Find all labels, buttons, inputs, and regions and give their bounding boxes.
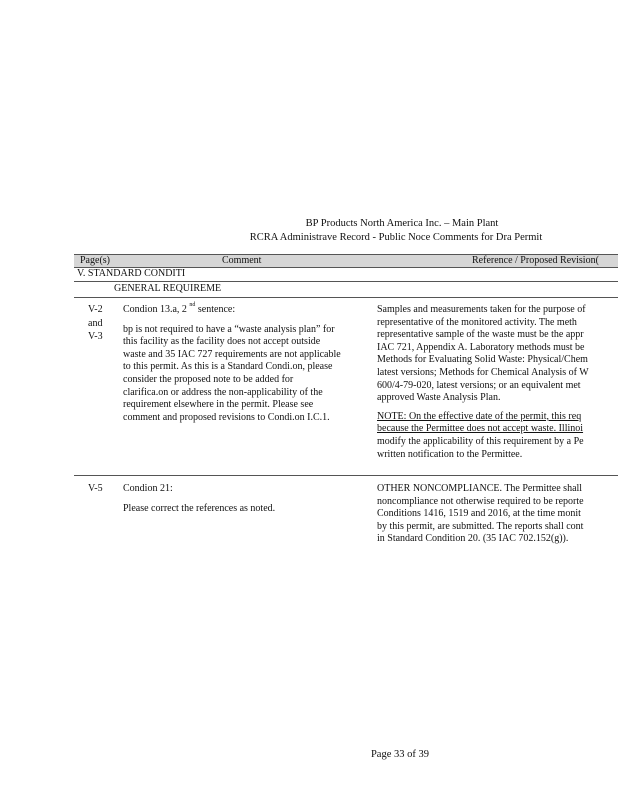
comment-line: requirement elsewhere in the permit. Please see — [123, 399, 314, 411]
row1-reference — [377, 304, 618, 461]
row1-comment — [123, 304, 373, 424]
reference-line: Methods for Evaluating Solid Waste: Physical/Chem — [377, 354, 588, 366]
reference-line: Samples and measurements taken for the purpose of — [377, 304, 586, 315]
reference-line: by this permit, are submitted. The reports shall cont — [377, 520, 584, 532]
comment-line: bp is not required to have a “waste analysis plan” for — [123, 323, 335, 335]
column-comment: Comment — [222, 255, 262, 266]
row1-page-line: and — [88, 317, 103, 329]
reference-line: in Standard Condition 20. (35 IAC 702.152(g)). — [377, 533, 569, 545]
column-reference: Reference / Proposed Revision( — [472, 255, 599, 266]
reference-line: approved Waste Analysis Plan. — [377, 392, 501, 404]
subsection-rule — [74, 297, 618, 298]
table-column-header — [74, 255, 618, 267]
row1-comment-body — [123, 324, 373, 425]
row1-page-line: V-2 — [88, 304, 103, 315]
row-divider — [74, 475, 618, 476]
reference-line: representative sample of the waste must be the appr — [377, 329, 584, 341]
reference-line: latest versions; Methods for Chemical Analysis of W — [377, 366, 589, 378]
section-rule — [74, 281, 618, 282]
row1-pages — [88, 304, 118, 344]
section-title: V. STANDARD CONDITI — [77, 268, 186, 279]
comment-line: this facility as the facility does not accept outside — [123, 336, 321, 348]
reference-line: noncompliance not otherwise required to be reporte — [377, 495, 584, 507]
reference-line: OTHER NONCOMPLIANCE. The Permittee shall — [377, 483, 583, 494]
page-number: Page 33 of 39 — [370, 749, 430, 760]
reference-line: 600/4-79-020, latest versions; or an equivalent met — [377, 379, 581, 391]
reference-line: Conditions 1416, 1519 and 2016, at the time monit — [377, 508, 581, 520]
row2-comment — [123, 483, 373, 515]
row1-comment-title — [123, 304, 373, 317]
document-header-company: BP Products North America Inc. – Main Plant — [305, 218, 499, 229]
row1-reference-note — [377, 411, 618, 461]
column-pages: Page(s) — [80, 255, 110, 266]
reference-note-line: written notification to the Permittee. — [377, 448, 523, 460]
row2-reference — [377, 483, 618, 546]
comment-line: waste and 35 IAC 727 requirements are not applicable — [123, 348, 341, 360]
row1-page-line: V-3 — [88, 331, 103, 343]
row2-pages — [88, 483, 118, 496]
comment-line: to this permit. As this is a Standard Condi.on, please — [123, 361, 333, 373]
row1-comment-title-rest: sentence: — [195, 304, 236, 315]
comment-line: consider the proposed note to be added for — [123, 373, 294, 385]
document-header-title: RCRA Administrave Record - Public Noce Comments for Dra Permit — [249, 232, 543, 243]
section-subtitle: GENERAL REQUIREME — [114, 283, 222, 294]
row2-page-line: V-5 — [88, 483, 103, 494]
reference-note-line: NOTE: On the effective date of the permit, this req — [377, 410, 582, 422]
row1-comment-title-text: Condion 13.a, 2 — [123, 304, 187, 315]
row2-comment-title: Condion 21: — [123, 483, 173, 494]
comment-line: Please correct the references as noted. — [123, 502, 276, 514]
reference-note-line: modify the applicability of this requirement by a Pe — [377, 435, 584, 447]
reference-line: IAC 721, Appendix A. Laboratory methods must be — [377, 341, 585, 353]
reference-line: representative of the monitored activity. The meth — [377, 316, 577, 328]
row1-comment-title-sup: nd — [189, 302, 196, 308]
reference-note-line: because the Permittee does not accept waste. Illinoi — [377, 423, 584, 435]
comment-line: clarifica.on or address the non-applicability of the — [123, 386, 323, 398]
comment-line: comment and proposed revisions to Condi.on I.C.1. — [123, 411, 330, 423]
